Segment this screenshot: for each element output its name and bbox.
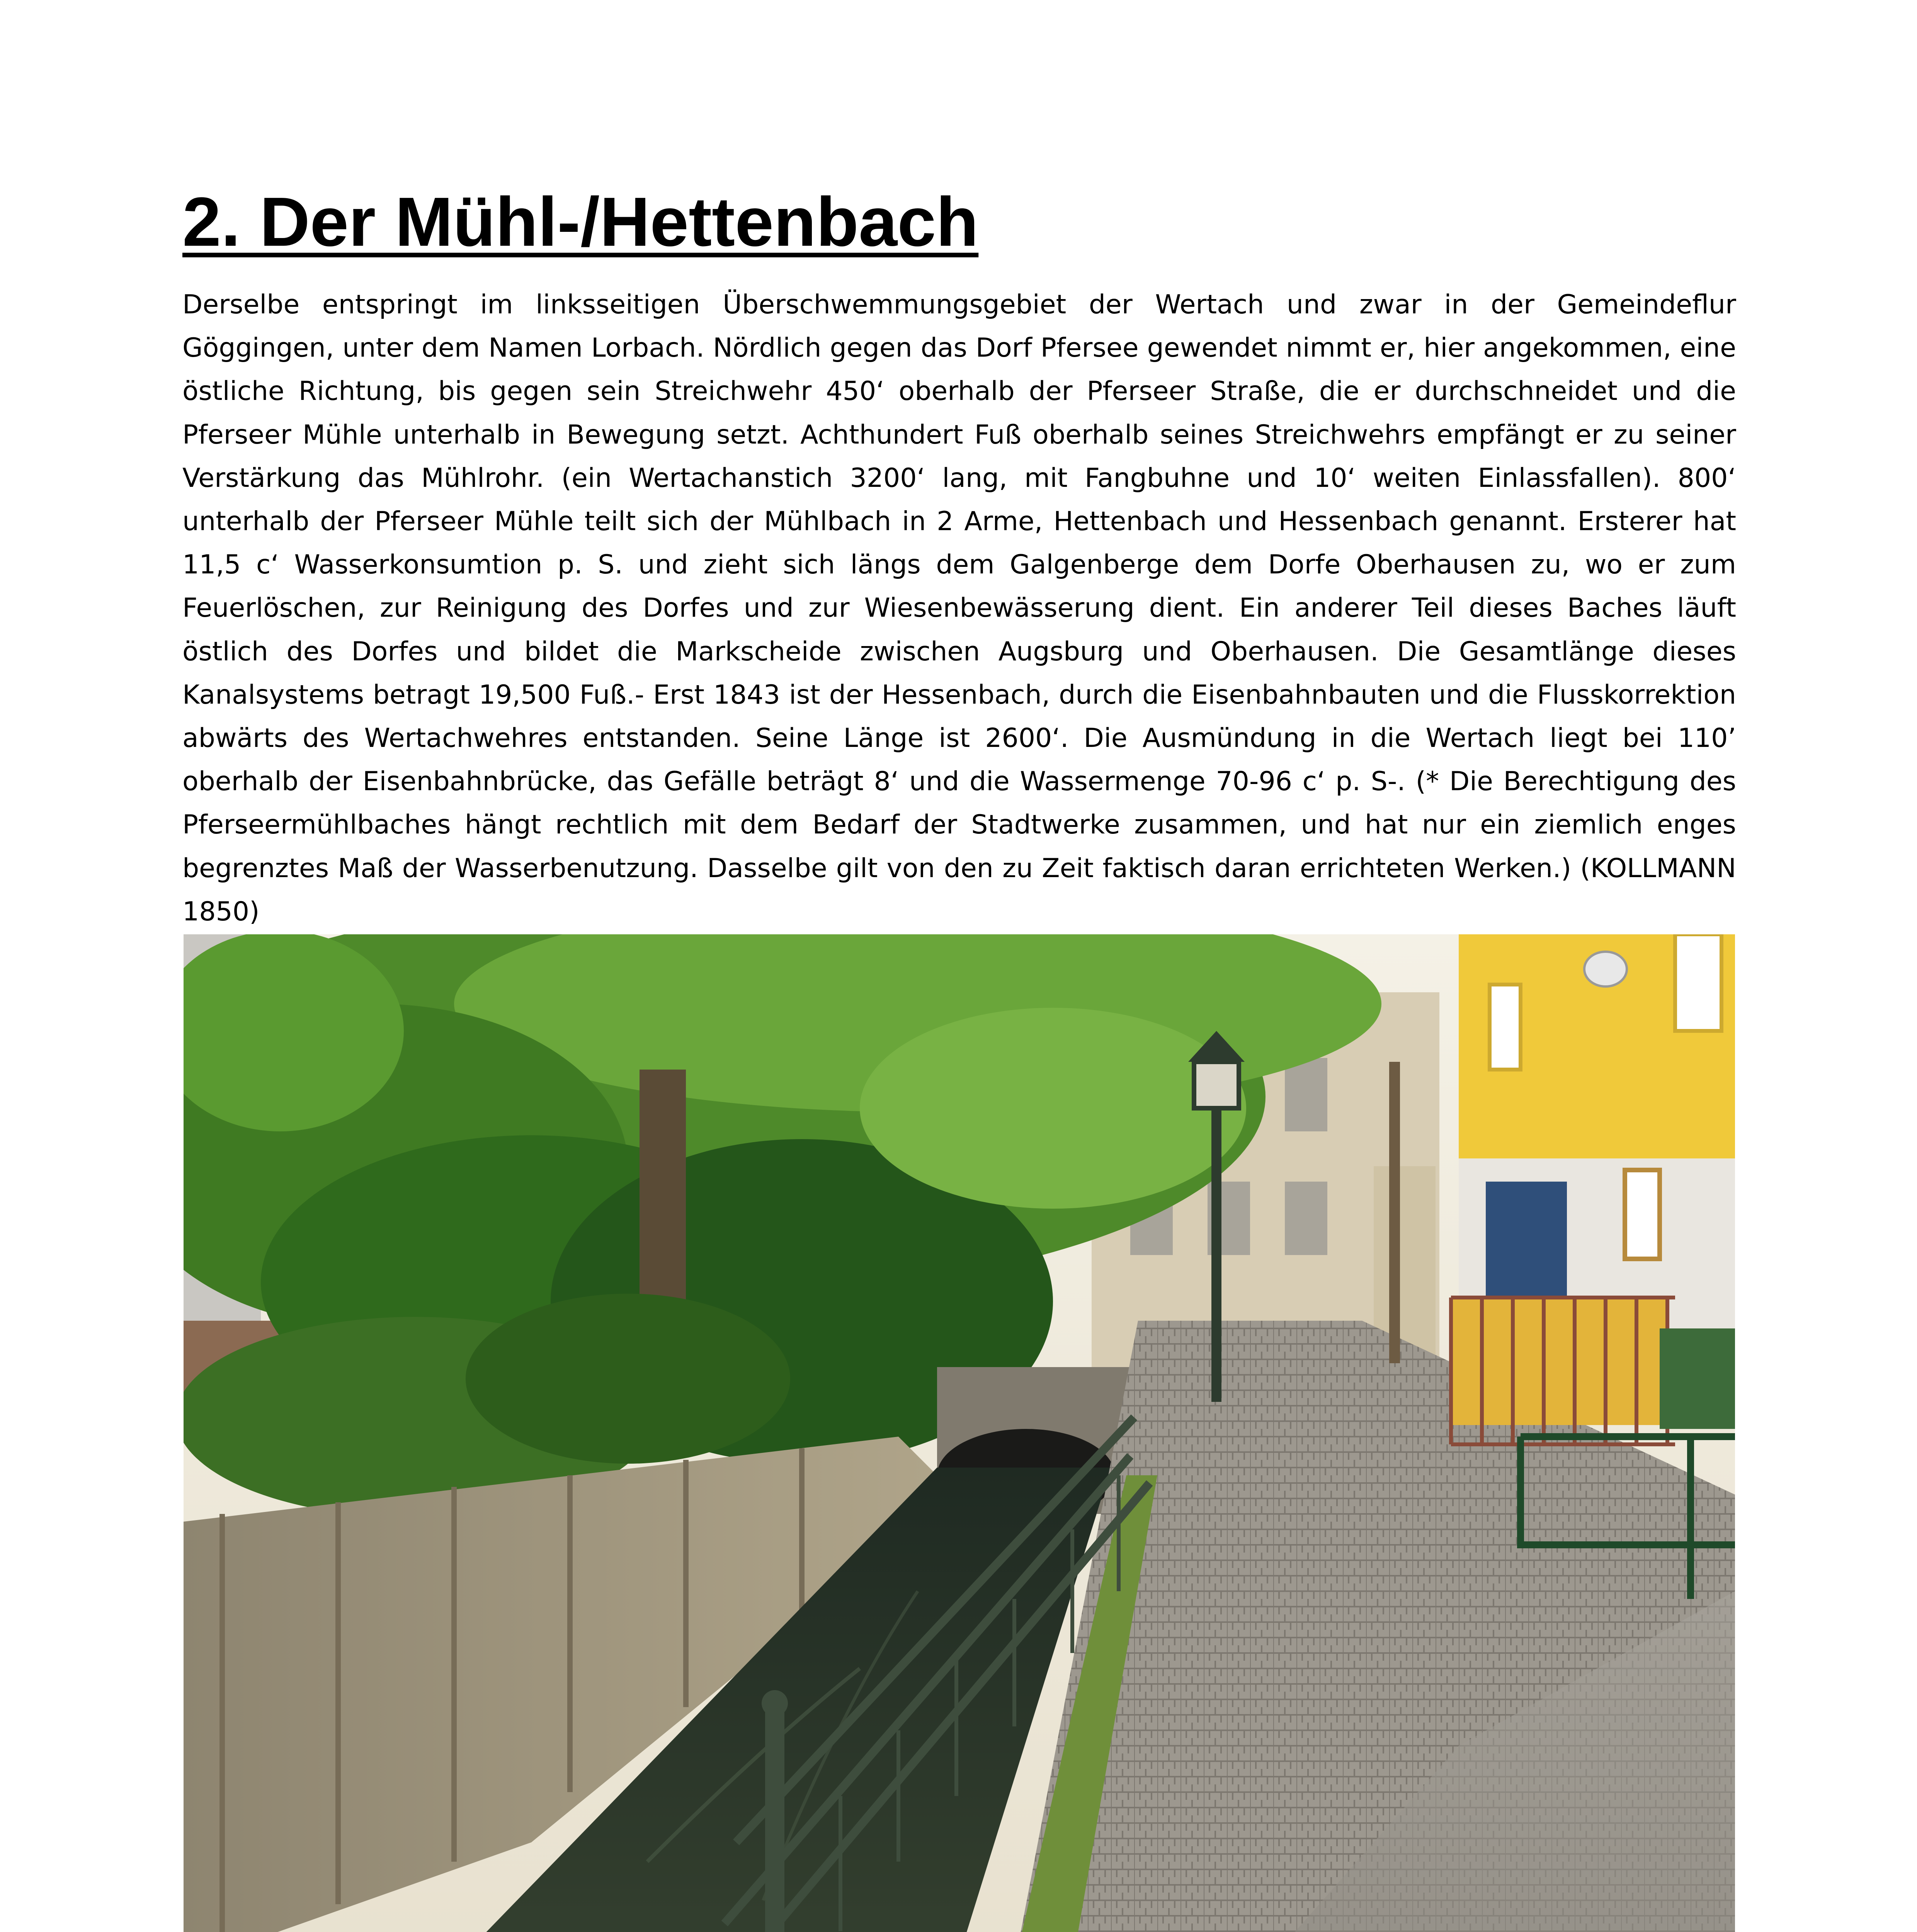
canal-photo: [184, 934, 1735, 1932]
body-paragraph-1: Derselbe entspringt im linksseitigen Überschwemmungsgebiet der Wertach und zwar in der Gemeindeflur Göggingen, unter dem Namen Lorbach. Nördlich gegen das Dorf Pfersee gewendet nimmt er, hier angekommen, eine östliche Richtung, bis gegen sein Streichwehr 450‘ oberhalb der Pferseer Straße, die er durchschneidet und die Pferseer Mühle unterhalb in Bewegung setzt. Achthundert Fuß oberhalb seines Streichwehrs empfängt er zu seiner Verstärkung das Mühlrohr. (ein Wertachanstich 3200‘ lang, mit Fangbuhne und 10‘ weiten Einlassfallen). 800‘ unterhalb der Pferseer Mühle teilt sich der Mühlbach in 2 Arme, Hettenbach und Hessenbach genannt. Ersterer hat 11,5 c‘ Wasserkonsumtion p. S. und zieht sich längs dem Galgenberge dem Dorfe Oberhausen zu, wo er zum Feuerlöschen, zur Reinigung des Dorfes und zur Wiesenbewässerung dient. Ein anderer Teil dieses Baches läuft östlich des Dorfes und bildet die Markscheide zwischen Augsburg und Oberhausen. Die Gesamtlänge dieses Kanalsystems betragt 19,500 Fuß.- Erst 1843 ist der Hessenbach, durch die Eisenbahnbauten und die Flusskorrektion abwärts des Wertachwehres entstanden. Seine Länge ist 2600‘. Die Ausmündung in die Wertach liegt bei 110’ oberhalb der Eisenbahnbrücke, das Gefälle beträgt 8‘ und die Wassermenge 70-96 c‘ p. S-. (* Die Berechtigung des Pferseermühlbaches hängt rechtlich mit dem Bedarf der Stadtwerke zusammen, und hat nur ein ziemlich enges begrenztes Maß der Wasserbenutzung. Dasselbe gilt von den zu Zeit faktisch daran errichteten Werken.) (KOLLMANN 1850): [182, 289, 1736, 927]
page-title: 2. Der Mühl-/Hettenbach: [182, 183, 979, 261]
